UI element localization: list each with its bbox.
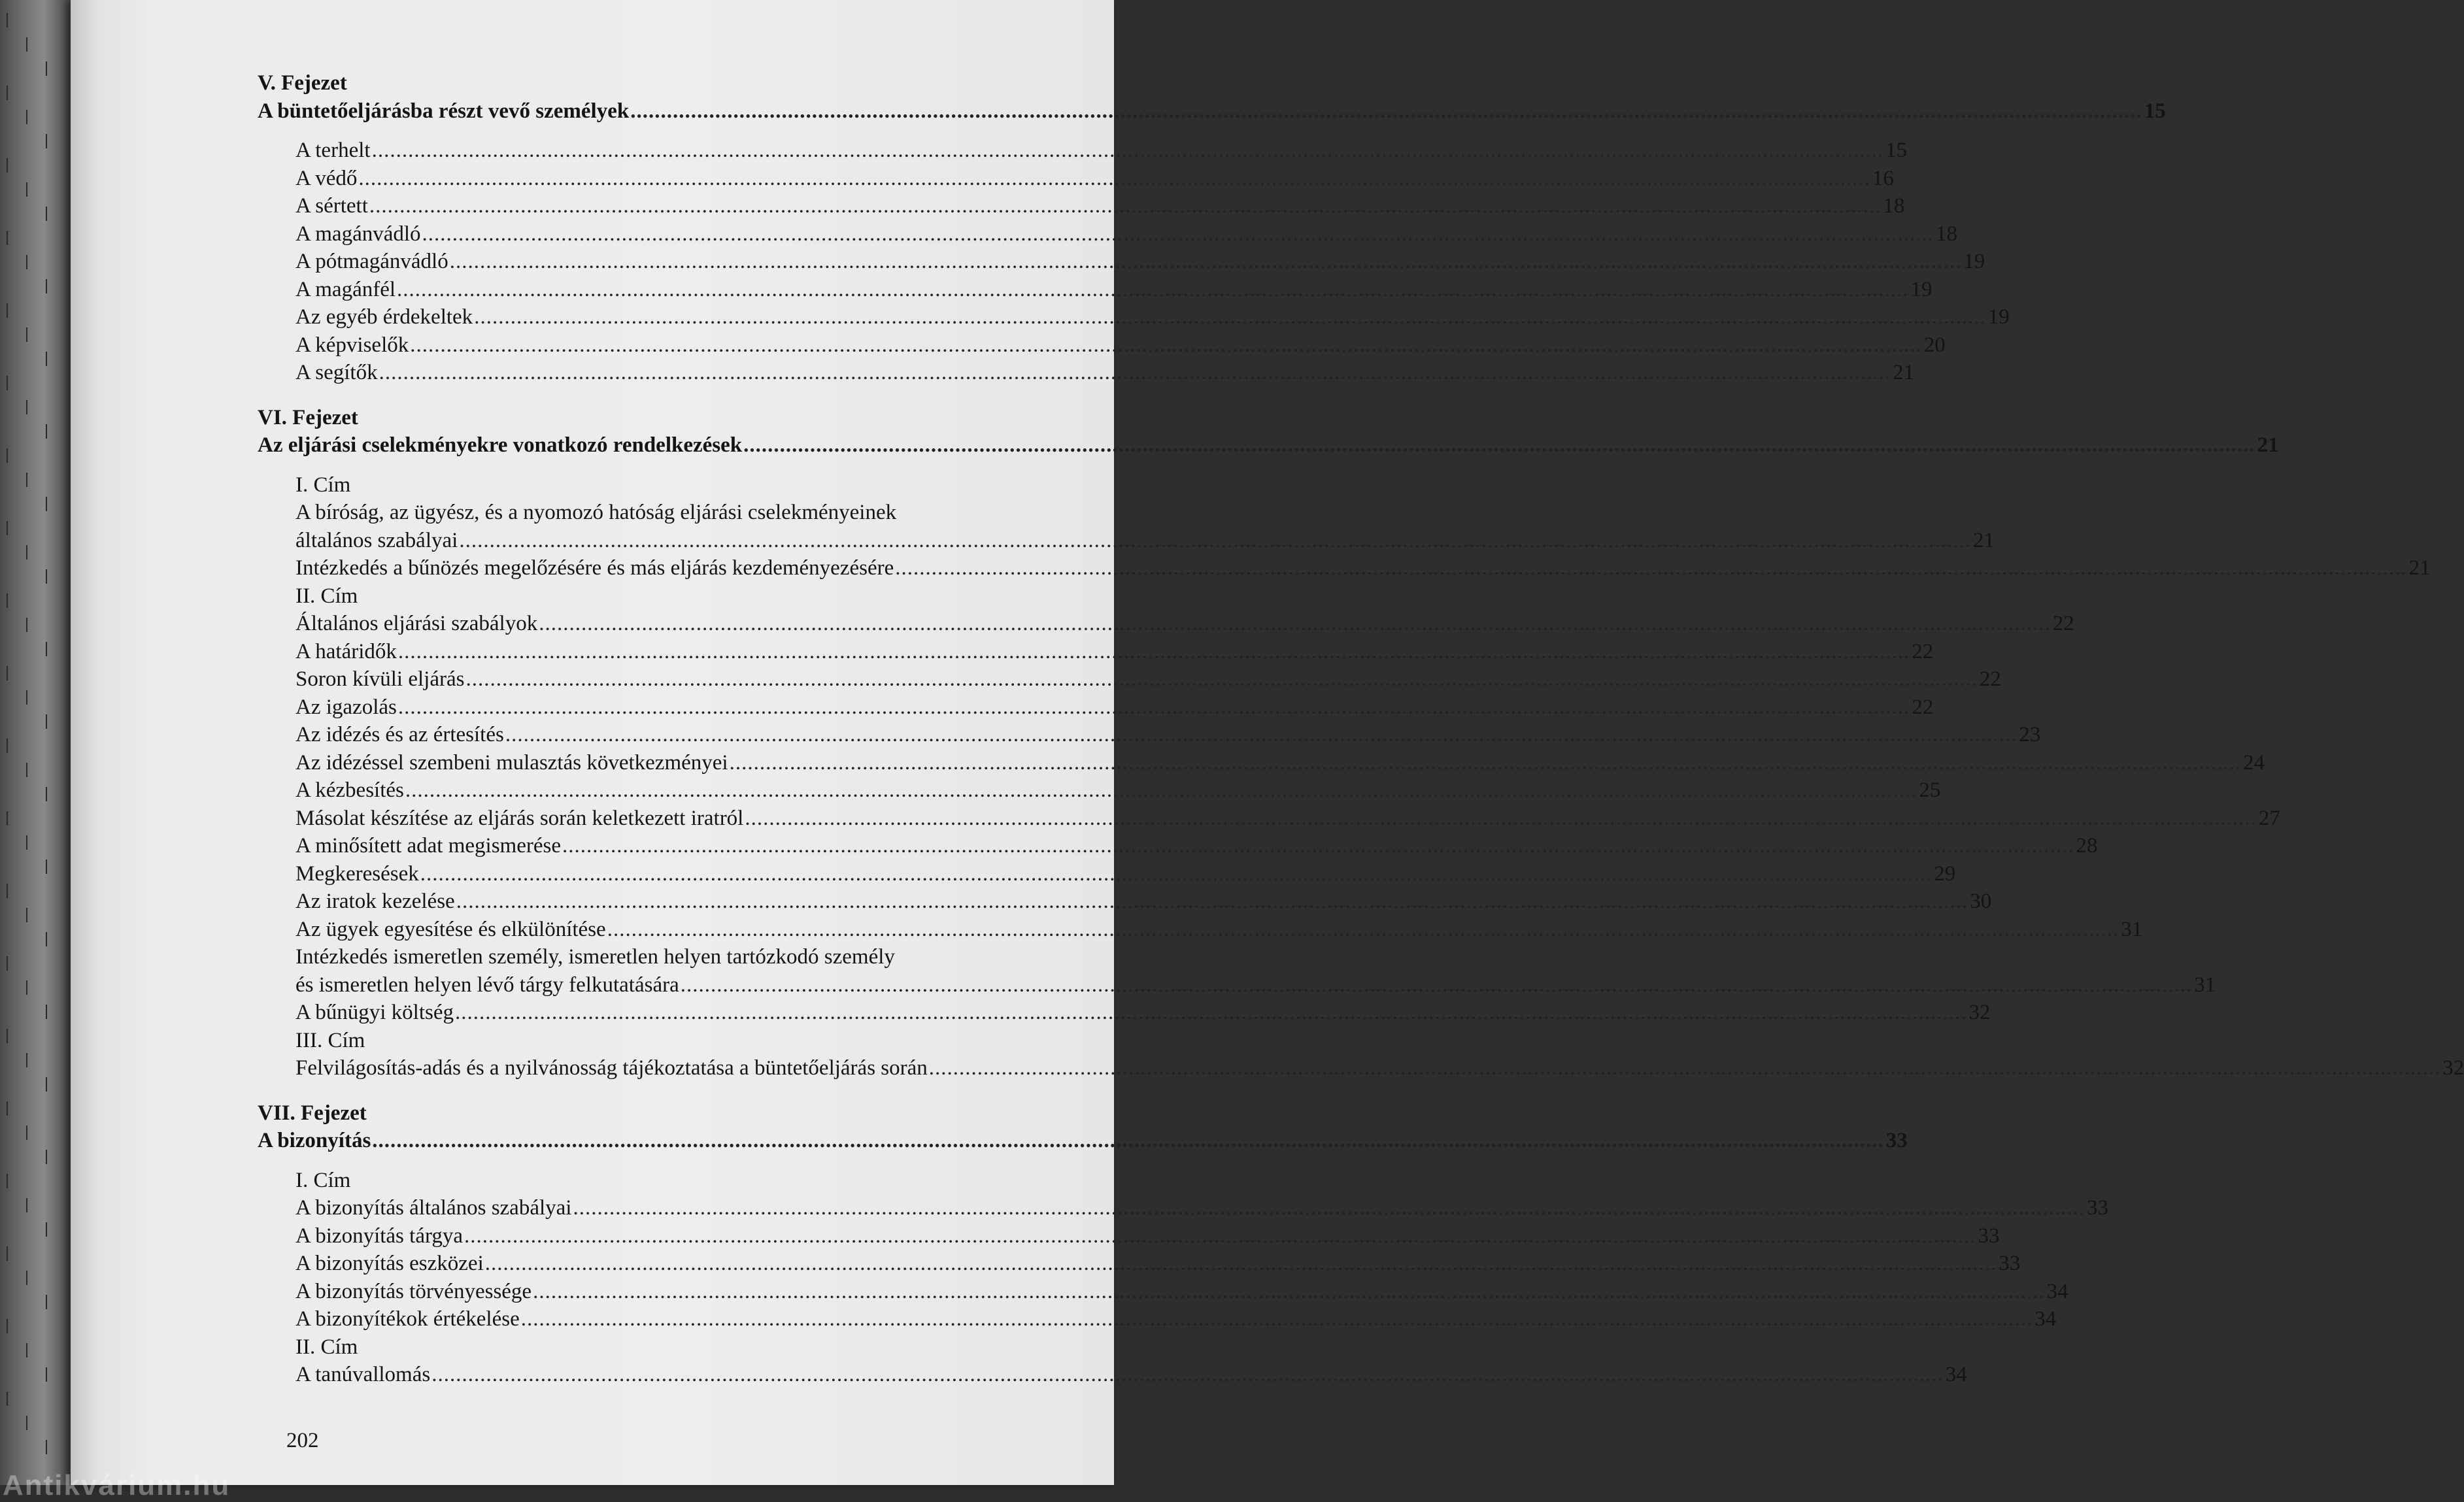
toc-entry-label: Az igazolás xyxy=(295,695,397,719)
spine-tick xyxy=(7,303,8,318)
toc-entry xyxy=(258,331,1946,359)
toc-entry xyxy=(258,1222,2000,1250)
spine-tick xyxy=(26,763,27,777)
spine-tick xyxy=(7,666,8,680)
spine-tick xyxy=(46,352,47,366)
spine-tick xyxy=(26,182,27,197)
spine-tick xyxy=(46,1440,47,1454)
dot-leader xyxy=(521,1305,2033,1333)
spine-tick xyxy=(7,1319,8,1333)
dot-leader xyxy=(379,359,1891,387)
toc-entry-page: 16 xyxy=(1872,166,1894,190)
spine-tick xyxy=(46,787,47,801)
spine-tick xyxy=(46,642,47,656)
spine-tick xyxy=(46,1077,47,1092)
spine-tick xyxy=(7,1101,8,1116)
chapter-number: V. Fejezet xyxy=(258,71,347,95)
spine-tick xyxy=(46,714,47,729)
spine-tick xyxy=(26,1271,27,1285)
toc-entry xyxy=(258,1194,2108,1222)
toc-entry-label: A bizonyítás törvényessége xyxy=(295,1279,532,1303)
spine-tick xyxy=(46,1005,47,1019)
spine-tick xyxy=(7,739,8,753)
toc-entry-page: 19 xyxy=(1987,305,2010,329)
spine-tick xyxy=(7,158,8,173)
dot-leader xyxy=(681,971,2193,999)
chapter-title: A bizonyítás xyxy=(258,1129,371,1152)
chapter-page: 33 xyxy=(1885,1129,1908,1152)
dot-leader xyxy=(464,1222,1976,1250)
dot-leader xyxy=(372,1127,1884,1155)
chapter-page: 15 xyxy=(2144,99,2166,123)
dot-leader xyxy=(474,303,1986,331)
toc-entry-page: 23 xyxy=(2019,723,2041,746)
toc-entry-page: 22 xyxy=(1912,639,1934,663)
spine-tick xyxy=(26,255,27,269)
spine-tick xyxy=(26,835,27,850)
toc-heading-line: A bíróság, az ügyész, és a nyomozó hatóság eljárási cselekményeinek xyxy=(295,501,897,524)
toc-entry xyxy=(258,165,1894,193)
toc-entry-label: A bűnügyi költség xyxy=(295,1001,454,1024)
toc-entry-page: 33 xyxy=(2086,1196,2108,1220)
toc-entry-label: általános szabályai xyxy=(295,528,458,552)
spine-tick xyxy=(46,569,47,584)
dot-leader xyxy=(372,137,1884,165)
dot-leader xyxy=(745,805,2257,833)
spine-tick xyxy=(7,811,8,826)
spine-tick xyxy=(26,1126,27,1140)
spine-tick xyxy=(7,1246,8,1261)
toc-entry-label: A védő xyxy=(295,166,358,190)
spine-tick xyxy=(46,1150,47,1164)
dot-leader xyxy=(456,888,1968,916)
dot-leader xyxy=(743,431,2255,459)
toc-entry xyxy=(258,1250,2021,1278)
toc-entry-page: 33 xyxy=(1978,1224,2000,1248)
toc-entry-page: 15 xyxy=(1885,139,1908,162)
spine-tick xyxy=(7,1029,8,1043)
toc-entry xyxy=(258,220,1958,248)
toc-entry-label: A magánvádló xyxy=(295,222,421,246)
toc-entry xyxy=(258,971,2216,999)
toc-entry-page: 27 xyxy=(2258,806,2280,830)
spine-tick xyxy=(7,884,8,898)
dot-leader xyxy=(420,860,1932,888)
dot-leader xyxy=(485,1250,1997,1278)
toc-entry-page: 34 xyxy=(1945,1363,1967,1386)
spine-tick xyxy=(7,1392,8,1406)
dot-leader xyxy=(405,776,1917,805)
spine-tick xyxy=(26,473,27,487)
toc-heading-line: II. Cím xyxy=(295,584,358,608)
spine-tick xyxy=(26,1198,27,1212)
toc-entry xyxy=(258,192,1905,220)
toc-entry xyxy=(258,610,2074,638)
toc-entry-label: A tanúvallomás xyxy=(295,1363,431,1386)
toc-heading-line: I. Cím xyxy=(295,473,351,497)
toc-entry-label: és ismeretlen helyen lévő tárgy felkutatására xyxy=(295,973,679,997)
section-gap xyxy=(258,459,1160,471)
toc-entry-label: Soron kívüli eljárás xyxy=(295,667,465,691)
spine-tick xyxy=(46,497,47,511)
dot-leader xyxy=(410,331,1922,359)
toc-entry-page: 33 xyxy=(1999,1252,2021,1275)
dot-leader xyxy=(398,638,1910,666)
toc-entry xyxy=(258,665,2001,693)
section-gap xyxy=(258,125,1160,137)
spine-tick xyxy=(26,1343,27,1358)
toc-entry-label: Az iratok kezelése xyxy=(295,890,455,913)
spine-tick xyxy=(46,932,47,946)
toc-entry-label: A minősített adat megismerése xyxy=(295,834,561,858)
toc-entry-label: A segítők xyxy=(295,361,378,384)
chapter-title-row xyxy=(258,97,2166,125)
toc-entry-page: 32 xyxy=(2442,1056,2464,1080)
spine-tick xyxy=(7,448,8,463)
toc-entry xyxy=(258,137,1908,165)
toc-entry xyxy=(258,776,1941,805)
dot-leader xyxy=(573,1194,2085,1222)
toc-entry xyxy=(258,749,2265,777)
spine-tick xyxy=(7,956,8,971)
toc-entry xyxy=(258,888,1992,916)
toc-entry-page: 21 xyxy=(1893,361,1915,384)
spine-tick xyxy=(26,37,27,52)
toc-entry-label: Általános eljárási szabályok xyxy=(295,612,538,635)
dot-leader xyxy=(539,610,2051,638)
spine-tick xyxy=(46,1295,47,1309)
toc-entry-label: A magánfél xyxy=(295,277,396,301)
spine-tick xyxy=(7,13,8,27)
toc-entry xyxy=(258,527,1995,555)
toc-entry xyxy=(258,832,2098,860)
toc-entry-page: 22 xyxy=(2052,612,2074,635)
toc-entry xyxy=(258,1054,2464,1082)
toc-entry xyxy=(258,303,2010,331)
spine-tick xyxy=(26,908,27,922)
toc-entry xyxy=(258,554,2431,582)
toc-entry-label: Felvilágosítás-adás és a nyilvánosság tájékoztatása a büntetőeljárás során xyxy=(295,1056,928,1080)
spine-tick xyxy=(46,207,47,221)
chapter-gap xyxy=(258,1082,1160,1094)
toc-entry xyxy=(258,693,1934,722)
spine-tick xyxy=(7,376,8,390)
toc-entry-label: A képviselők xyxy=(295,333,409,357)
chapter-page: 21 xyxy=(2257,433,2279,457)
dot-leader xyxy=(459,527,1971,555)
spine-tick xyxy=(46,61,47,76)
dot-leader xyxy=(450,248,1962,276)
dot-leader xyxy=(397,276,1909,304)
toc-entry-page: 31 xyxy=(2194,973,2216,997)
toc-entry-label: A határidők xyxy=(295,639,397,663)
dot-leader xyxy=(730,749,2242,777)
chapter-title-row xyxy=(258,431,2279,459)
spine-tick xyxy=(26,400,27,414)
dot-leader xyxy=(358,165,1870,193)
toc-heading-line: I. Cím xyxy=(295,1168,351,1192)
toc-entry xyxy=(258,1305,2057,1333)
toc-entry-label: Másolat készítése az eljárás során keletkezett iratról xyxy=(295,806,744,830)
spine-tick xyxy=(26,1053,27,1067)
spine-tick xyxy=(46,279,47,293)
toc-entry xyxy=(258,721,2041,749)
spine-tick xyxy=(26,618,27,632)
dot-leader xyxy=(895,554,2407,582)
dot-leader xyxy=(562,832,2074,860)
toc-entry-page: 22 xyxy=(1979,667,2001,691)
toc-entry xyxy=(258,638,1934,666)
chapter-number: VII. Fejezet xyxy=(258,1101,367,1125)
spine-tick xyxy=(26,545,27,559)
toc-entry-label: Megkeresések xyxy=(295,861,419,886)
chapter-title-row xyxy=(258,1127,1908,1155)
toc-entry xyxy=(258,276,1932,304)
chapter-gap xyxy=(258,387,1160,399)
toc-entry-label: A kézbesítés xyxy=(295,778,404,802)
toc-heading-line: II. Cím xyxy=(295,1335,358,1359)
dot-leader xyxy=(398,693,1910,722)
toc-entry-label: A bizonyítás általános szabályai xyxy=(295,1196,572,1220)
spine-tick xyxy=(46,1367,47,1382)
toc-entry-page: 29 xyxy=(1934,861,1956,886)
toc-entry-label: A bizonyítás tárgya xyxy=(295,1224,464,1248)
watermark: Antikvárium.hu xyxy=(3,1469,231,1501)
toc-entry-page: 21 xyxy=(2408,556,2431,580)
spine-tick xyxy=(26,1416,27,1430)
chapter-title: A büntetőeljárásba részt vevő személyek xyxy=(258,99,630,123)
spine-tick xyxy=(7,86,8,100)
toc-entry-page: 18 xyxy=(1936,222,1958,246)
toc-entry-page: 22 xyxy=(1912,695,1934,719)
toc-heading-line: Intézkedés ismeretlen személy, ismeretlen helyen tartózkodó személy xyxy=(295,945,895,969)
toc-entry-label: Az ügyek egyesítése és elkülönítése xyxy=(295,917,606,941)
dot-leader xyxy=(455,999,1967,1027)
toc-entry xyxy=(258,1278,2068,1306)
toc-entry-page: 31 xyxy=(2121,917,2143,941)
toc-entry-page: 32 xyxy=(1968,1001,1991,1024)
table-of-contents xyxy=(258,64,2464,1389)
toc-entry-page: 20 xyxy=(1923,333,1946,357)
toc-entry-page: 34 xyxy=(2046,1279,2068,1303)
toc-entry-page: 19 xyxy=(1963,250,1985,273)
toc-entry-page: 34 xyxy=(2034,1307,2057,1331)
toc-entry-label: Intézkedés a bűnözés megelőzésére és más eljárás kezdeményezésére xyxy=(295,556,894,580)
spine-tick xyxy=(46,859,47,874)
toc-heading-line: III. Cím xyxy=(295,1028,365,1052)
toc-entry-label: Az idézéssel szembeni mulasztás következményei xyxy=(295,750,728,775)
toc-entry-label: Az egyéb érdekeltek xyxy=(295,305,473,329)
toc-entry-label: A pótmagánvádló xyxy=(295,250,448,273)
spine-tick xyxy=(7,1174,8,1188)
section-gap xyxy=(258,1155,1160,1167)
spine-tick xyxy=(7,231,8,245)
book-spine xyxy=(0,0,73,1485)
dot-leader xyxy=(505,721,2017,749)
toc-entry xyxy=(258,248,1985,276)
dot-leader xyxy=(465,665,1978,693)
toc-entry-label: A sértett xyxy=(295,194,368,218)
spine-tick xyxy=(26,980,27,995)
toc-entry-label: Az idézés és az értesítés xyxy=(295,723,504,746)
toc-entry xyxy=(258,999,1991,1027)
dot-leader xyxy=(607,916,2119,944)
toc-entry-label: A terhelt xyxy=(295,139,371,162)
dot-leader xyxy=(369,192,1882,220)
spine-tick xyxy=(46,424,47,439)
toc-entry-label: A bizonyítás eszközei xyxy=(295,1252,484,1275)
toc-entry-label: A bizonyítékok értékelése xyxy=(295,1307,520,1331)
dot-leader xyxy=(533,1278,2045,1306)
dot-leader xyxy=(929,1054,2441,1082)
toc-entry xyxy=(258,916,2143,944)
spine-tick xyxy=(46,134,47,148)
toc-entry-page: 30 xyxy=(1970,890,1992,913)
toc-entry xyxy=(258,1361,1967,1389)
toc-entry-page: 28 xyxy=(2076,834,2098,858)
book-page xyxy=(71,0,2464,1485)
spine-tick xyxy=(46,1222,47,1237)
toc-entry-page: 25 xyxy=(1919,778,1941,802)
dot-leader xyxy=(422,220,1934,248)
toc-entry-page: 18 xyxy=(1883,194,1905,218)
spine-tick xyxy=(7,593,8,608)
dot-leader xyxy=(431,1361,1944,1389)
dot-leader xyxy=(630,97,2142,125)
chapter-number: VI. Fejezet xyxy=(258,405,358,429)
toc-entry xyxy=(258,860,1956,888)
page-number: 202 xyxy=(286,1429,319,1452)
spine-tick xyxy=(26,327,27,342)
toc-entry-page: 19 xyxy=(1910,277,1932,301)
spine-tick xyxy=(26,110,27,124)
chapter-title: Az eljárási cselekményekre vonatkozó rendelkezések xyxy=(258,433,743,457)
spine-tick xyxy=(7,521,8,535)
toc-entry xyxy=(258,359,1915,387)
toc-entry-page: 21 xyxy=(1972,528,1995,552)
toc-entry xyxy=(258,805,2280,833)
spine-tick xyxy=(26,690,27,705)
toc-entry-page: 24 xyxy=(2243,750,2265,775)
